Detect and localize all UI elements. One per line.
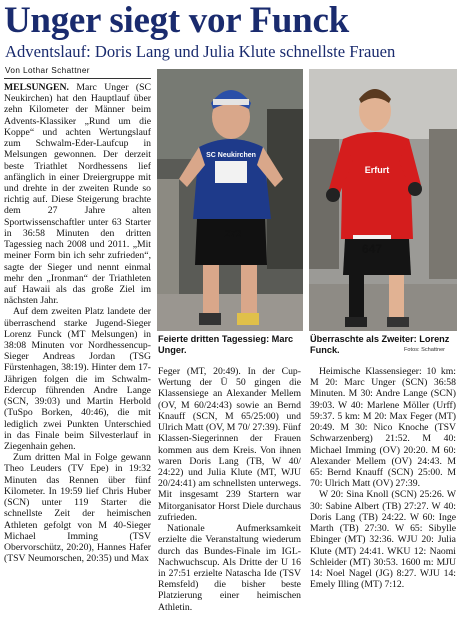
paragraph-text: Marc Unger (SC Neukirchen) hat den Hauptlauf über zehn Kilometer der Männer beim Advents-Klassiker „Rund um die Koppe“ und achten Wertungslauf zum Schwalm-Eder-Laufcup in Melsungen gewonnen. Der derzeit beste Triathlet Nordhessens lief anfänglich in einer Dreiergruppe mit und drehte in der zweiten Runde so richtig auf. Diese Steigerung brachte dem 27 Jahre alten Sportwissenschaftler unter 63 Starter in 36:58 Minuten den dritten Tagessieg nach 2008 und 2011. „Mit meiner Form bin ich sehr zufrieden“, sagte der Sieger und nennt einmal mehr den „Ironman“ der Triathleten auf Hawaii als das große Ziel im nächsten Jahr. [4,82,151,307]
photo-lorenz-funck [309,69,457,331]
photo-marc-unger [157,69,303,331]
bib-number: 647 [361,242,383,256]
dateline: MELSUNGEN. [4,82,69,93]
paragraph: Zum dritten Mal in Folge gewann Theo Leuders (TV Epe) in 19:32 Minuten das Rennen über fünf Kilometer. In 19:59 lief Chris Huber (SCN) unter 119 Starter die schnellste Zeit der heimischen Athleten gefolgt von M 40-Sieger Michael Imming (TSV Obervorschütz, 20:20), Hannes Hafer (TSV Neumorschen, 20:35) und Max [4,452,151,565]
article-column-1 [4,82,151,564]
paragraph [4,82,151,306]
results-paragraph: W 20: Sina Knoll (SCN) 25:26. W 30: Sabine Albert (TB) 27:27. W 40: Doris Lang (TB) 24:22. W 60: Inge Marth (TB) 27:30. W 65: Sibylle Ebinger (MT) 32:36. WJU 20: Julia Klute (MT) 24:41. WKU 12: Naomi Schleider (MT) 30:53. 1600 m: MJU 14: Noel Nagel (JG) 8:27. WJU 14: Emely Illing (MT) 7:12. [310,489,456,591]
bib-number: 272 [224,229,242,240]
subheadline: Adventslauf: Doris Lang und Julia Klute schnellste Frauen [5,42,396,61]
photo-caption-left: Feierte dritten Tagessieg: Marc Unger. [158,334,294,356]
paragraph: Auf dem zweiten Platz landete der überraschend starke Jugend-Sieger Lorenz Funck (MT Melsungen) in 38:08 Minuten vor Nordhessencup-Sieger Andreas Jordan (TSG Fürstenhagen, 38:19). Hinter dem 17-Jährigen folgen die im Schwalm-Edercup führenden Andre Lange (SCN, 39:03) und Martin Herbold (TuSpo Borken, 40:46), die mit lediglich zwei Punkten Unterschied in das Finale beim Silvesterlauf in Ziegenhain gehen. [4,306,151,452]
jersey-text: SC Neukirchen [206,152,256,159]
byline-rule [4,78,151,79]
jersey-text: Erfurt [364,165,390,175]
results-column [310,366,456,590]
paragraph: Feger (MT, 20:49). In der Cup-Wertung der Ü 50 gingen die Klassensiege an Alexander Mellem (OV, M 60/24:43) sowie an Bernd Knauff (SCN, M 65/25:00) und Ulrich Matt (OV, M 70/ 27:39). Fünf Klassen-Siegerinnen der Frauen kommen aus dem Kreis. Von ihnen waren Doris Lang (TB, W 40/ 24:22) und Julia Klute (MT, WJU 20/24:41) am schnellsten unterwegs. Mit insgesamt 239 Startern war Mitorganisator Horst Diele durchaus zufrieden. [158,366,301,523]
photo-caption-right: Überraschte als Zweiter: Lorenz Funck. [310,334,450,356]
byline: Von Lothar Schattner [5,66,90,75]
paragraph: Nationale Aufmerksamkeit erzielte die Veranstaltung wiederum durch das Bundes-Finale im IGL-Nachwuchscup. Als Dritte der U 16 in 27:51 erzielte Natascha Ide (TSV Remsfeld) die bisher beste Platzierung einer heimischen Athletin. [158,523,301,613]
results-paragraph: Heimische Klassensieger: 10 km: M 20: Marc Unger (SCN) 36:58 Minuten. M 30: Andre Lange (SCN) 39:03. W 40: Marlene Möller (Urff) 59:37. 5 km: M 20: Max Feger (MT) 20:49. M 30: Nico Knoche (TSV Schwarzenberg) 21:52. M 40: Michael Imming (OV) 20:20. M 60: Alexander Mellem (OV) 24:43. M 65: Bernd Knauff (SCN) 25:00. M 70: Ulrich Matt (OV) 27:39. [310,366,456,490]
photo-credit: Fotos: Schattner [404,347,446,353]
headline: Unger siegt vor Funck [4,0,349,41]
article-column-2 [158,366,301,613]
